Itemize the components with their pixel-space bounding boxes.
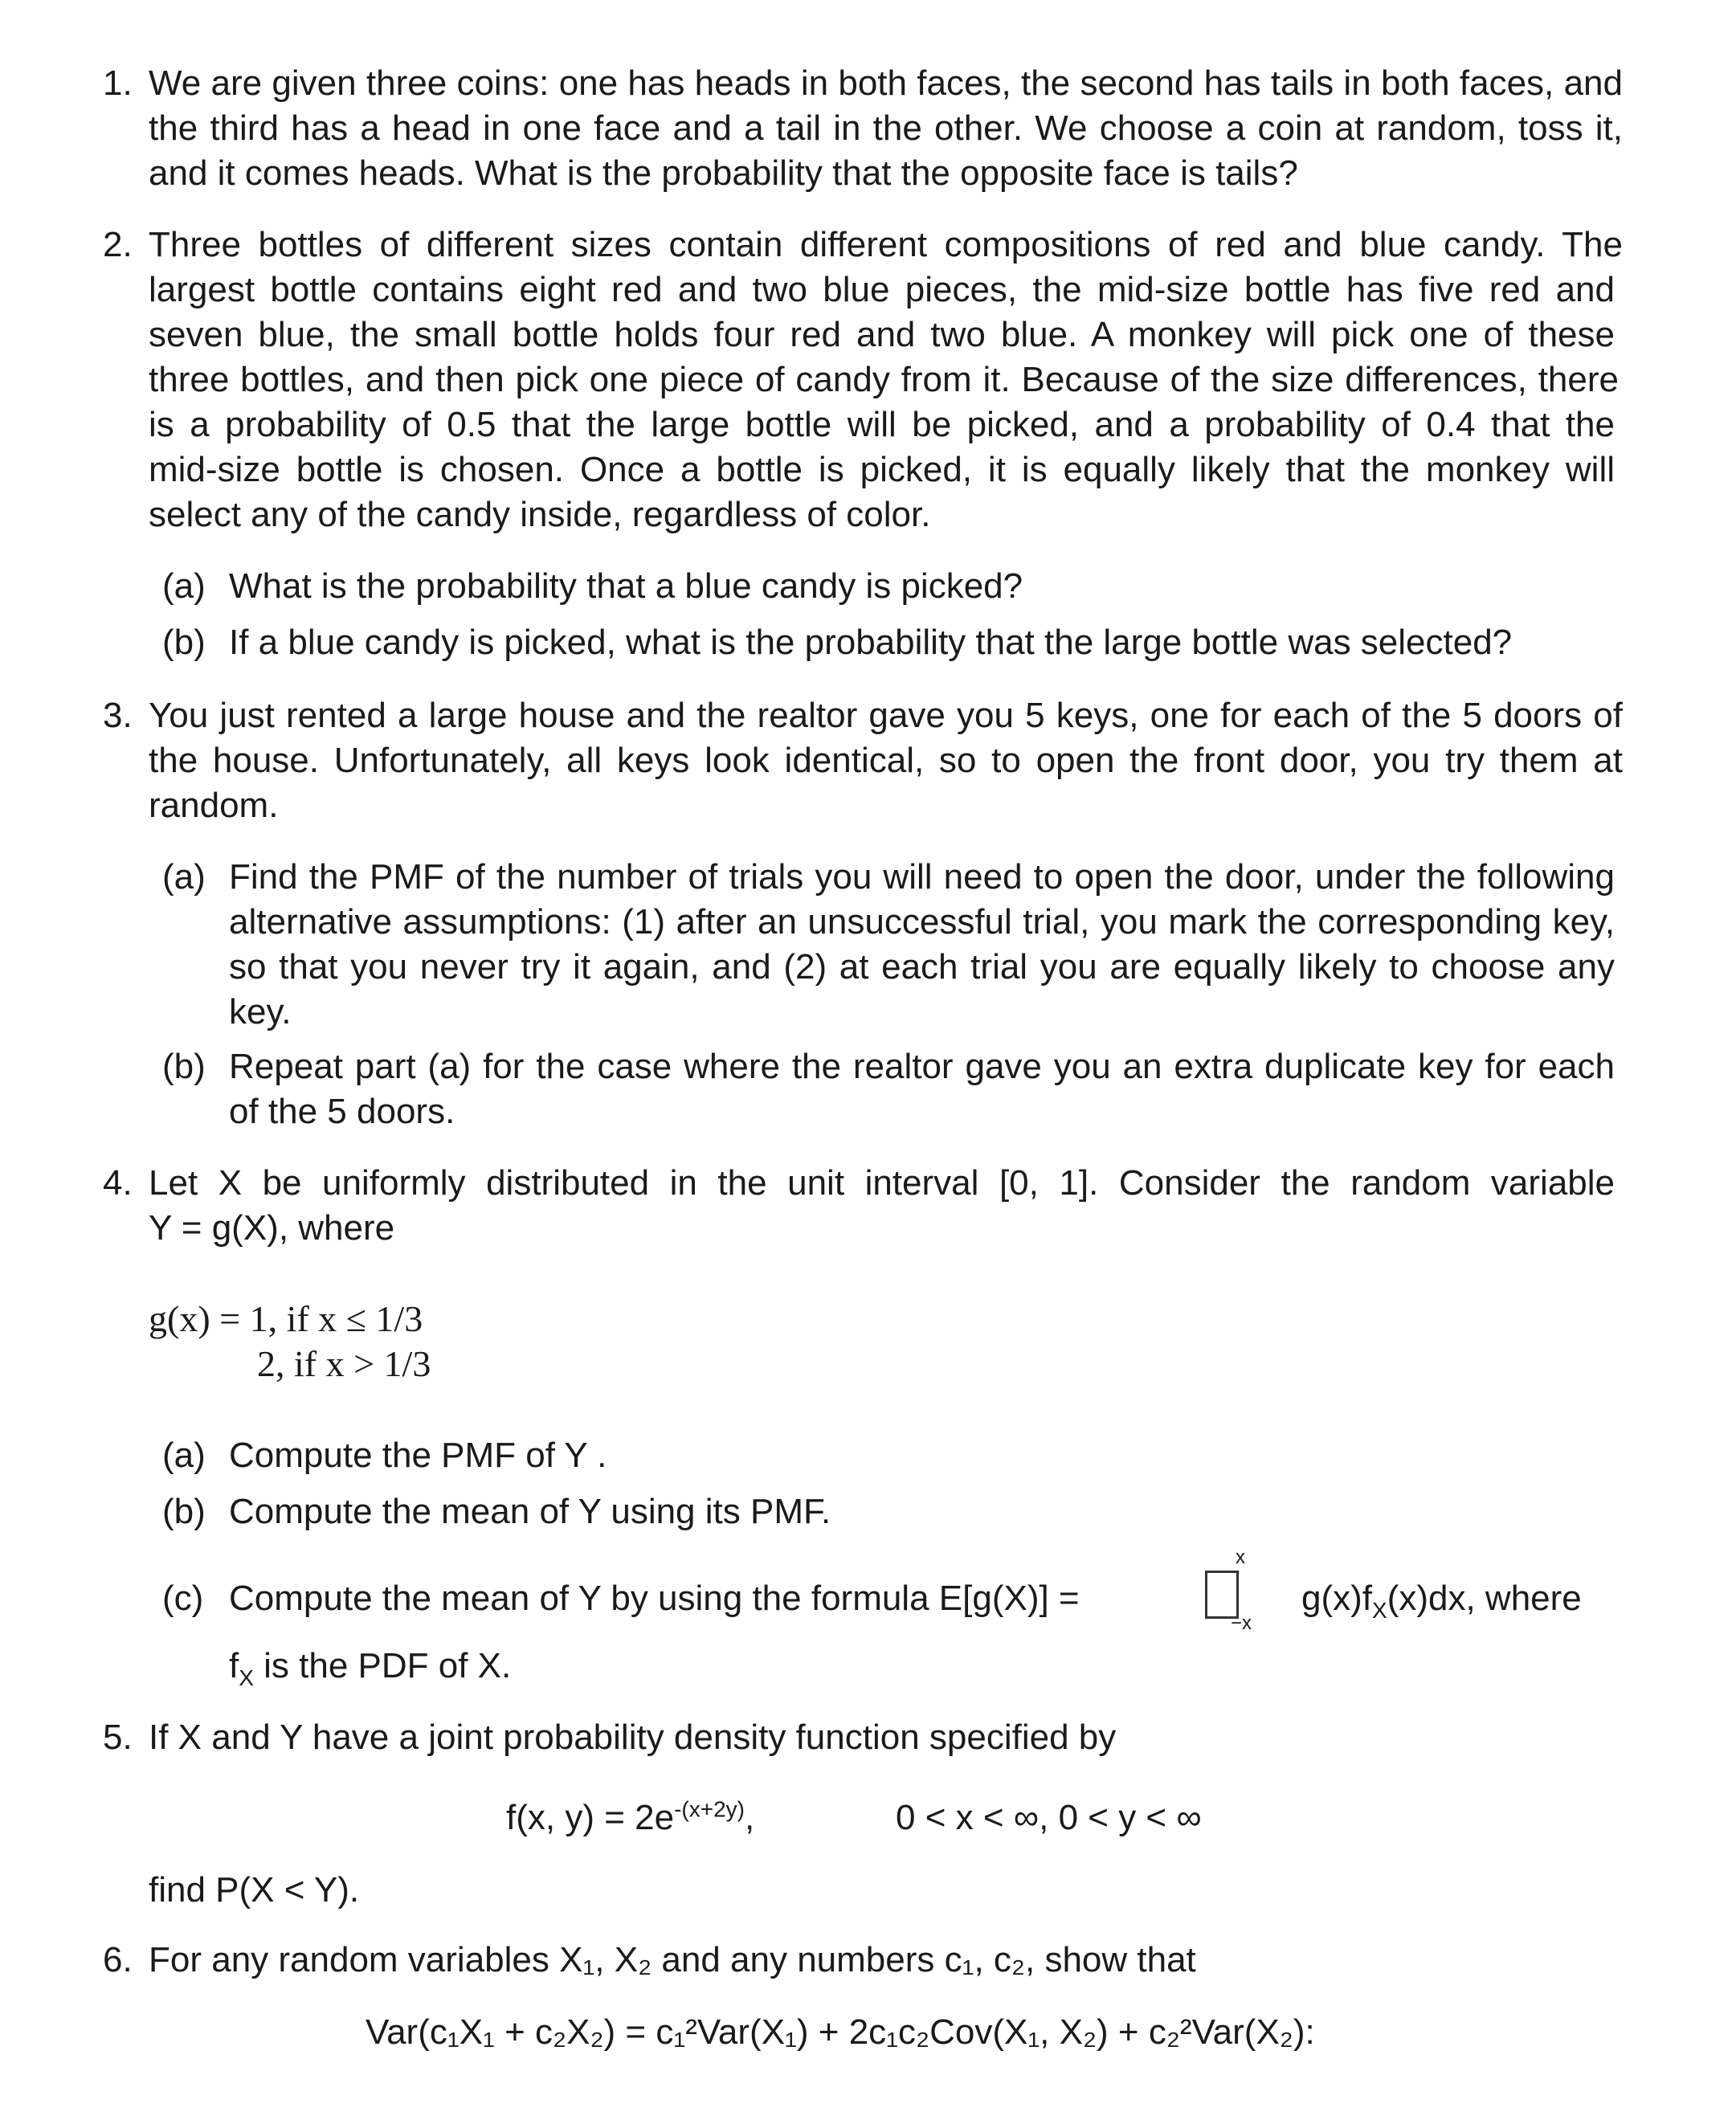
problem-text-line: Y = g(X), where [149, 1208, 395, 1248]
problem-number: 6. [103, 1940, 133, 1979]
subpart-label: (a) [162, 566, 206, 606]
piecewise-line-2: 2, if x > 1/3 [257, 1343, 431, 1384]
subpart-label: (c) [162, 1579, 204, 1618]
problem-text-line: Three bottles of different sizes contain different compositions of red and blue candy. The [149, 225, 1623, 264]
problem-text-line: find P(X < Y). [149, 1870, 360, 1910]
problem-text-line: Let X be uniformly distributed in the unit interval [0, 1]. Consider the random variable [149, 1163, 1615, 1203]
subpart-text-line: Find the PMF of the number of trials you will need to open the door, under the following [229, 857, 1615, 897]
subpart-text-continued: $f_X$ is the PDF of X. [229, 1646, 512, 1690]
pdf-formula: f(x, $y) = 2e^{-(x+2y)}$, [506, 1796, 755, 1837]
integral-upper-limit: x [1236, 1546, 1245, 1568]
subpart-text-line: so that you never try it again, and (2) at each trial you are equally likely to choose any [229, 947, 1615, 987]
integral-placeholder-icon [1205, 1571, 1239, 1619]
problem-text-line: three bottles, and then pick one piece of candy from it. Because of the size differences, there [149, 360, 1619, 399]
problem-number: 5. [103, 1718, 133, 1757]
subpart-text: Compute the PMF of Y . [229, 1436, 607, 1475]
subpart-text-line: key. [229, 992, 292, 1031]
integrand: $g(x)f_X(x)dx$, where [1301, 1579, 1582, 1623]
problem-text-line: largest bottle contains eight red and two blue pieces, the mid-size bottle has five red and [149, 270, 1615, 309]
problem-number: 3. [103, 696, 133, 735]
subpart-label: (a) [162, 1436, 206, 1475]
problem-text-line: random. [149, 786, 279, 825]
problem-text-line: the house. Unfortunately, all keys look identical, so to open the front door, you try them at [149, 741, 1623, 780]
subpart-label: (b) [162, 623, 206, 662]
problem-text-line: You just rented a large house and the realtor gave you 5 keys, one for each of the 5 doors of [149, 696, 1623, 735]
problem-text-line: We are given three coins: one has heads in both faces, the second has tails in both faces, and [149, 63, 1623, 103]
subpart-text: Compute the mean of Y by using the formula E[g(X)] = [229, 1579, 1080, 1618]
integral-lower-limit: −x [1231, 1612, 1252, 1634]
subpart-text: Compute the mean of Y using its PMF. [229, 1492, 831, 1531]
subpart-text-line: alternative assumptions: (1) after an unsuccessful trial, you mark the corresponding key, [229, 902, 1615, 942]
pdf-domain: 0 < x < ∞, 0 < y < ∞ [896, 1798, 1202, 1837]
piecewise-line-1: g(x) = 1, if x ≤ 1/3 [149, 1298, 423, 1339]
problem-text-line: For any random variables X₁, X₂ and any numbers c₁, c₂, show that [149, 1940, 1196, 1979]
problem-text-line: is a probability of 0.5 that the large bottle will be picked, and a probability of 0.4 that the [149, 405, 1615, 444]
variance-equation: Var(c₁X₁ + c₂X₂) = c₁²Var(X₁) + 2c₁c₂Cov(X₁, X₂) + c₂²Var(X₂): [366, 2012, 1315, 2052]
problem-number: 2. [103, 225, 133, 264]
problem-text-line: select any of the candy inside, regardless of color. [149, 495, 931, 534]
subpart-label: (a) [162, 857, 206, 897]
problem-text-line: mid-size bottle is chosen. Once a bottle is picked, it is equally likely that the monkey will [149, 450, 1615, 489]
problem-text-line: If X and Y have a joint probability density function specified by [149, 1718, 1117, 1757]
problem-number: 1. [103, 63, 133, 103]
problem-text-line: and it comes heads. What is the probability that the opposite face is tails? [149, 153, 1298, 193]
problem-text-line: seven blue, the small bottle holds four red and two blue. A monkey will pick one of these [149, 315, 1615, 354]
subpart-text-line: of the 5 doors. [229, 1092, 455, 1131]
subpart-text: What is the probability that a blue candy is picked? [229, 566, 1023, 606]
problem-number: 4. [103, 1163, 133, 1203]
subpart-text-line: Repeat part (a) for the case where the realtor gave you an extra duplicate key for each [229, 1047, 1615, 1086]
problem-text-line: the third has a head in one face and a tail in the other. We choose a coin at random, toss it, [149, 108, 1623, 148]
subpart-label: (b) [162, 1047, 206, 1086]
subpart-label: (b) [162, 1492, 206, 1531]
subpart-text: If a blue candy is picked, what is the probability that the large bottle was selected? [229, 623, 1513, 662]
